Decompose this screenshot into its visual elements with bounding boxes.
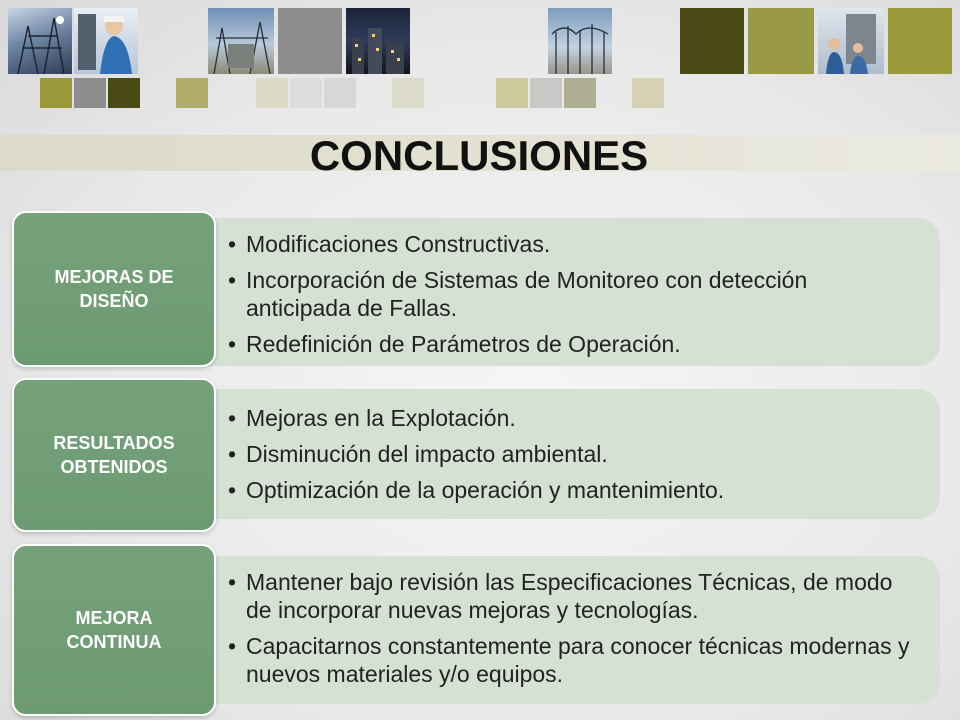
bullet-list-mejoras-diseno [228,230,918,366]
tile-small-olive [40,78,72,108]
list-item: • Mejoras en la Explotación. [228,404,918,432]
photo-substation-sky [8,8,72,74]
photo-switchyard [548,8,612,74]
tile-grey [278,8,342,74]
tile-olive-2 [888,8,952,74]
tile-small-pale-7 [564,78,596,108]
bullet-list-mejora-continua [228,568,918,696]
tile-small-pale-2 [290,78,322,108]
list-item: • Disminución del impacto ambiental. [228,440,918,468]
badge-resultados-obtenidos: RESULTADOS OBTENIDOS [12,378,216,532]
list-item: • Modificaciones Constructivas. [228,230,918,258]
tile-small-khaki [176,78,208,108]
tile-olive-1 [748,8,814,74]
badge-mejoras-diseno: MEJORAS DE DISEÑO [12,211,216,367]
photo-workers-plant [818,8,884,74]
photo-worker-blue [74,8,138,74]
tile-small-dark [108,78,140,108]
badge-mejora-continua: MEJORA CONTINUA [12,544,216,716]
photo-transformer-yard [208,8,274,74]
tile-small-pale-4 [392,78,424,108]
tile-dark-olive-1 [680,8,744,74]
list-item: • Redefinición de Parámetros de Operación. [228,330,918,358]
tile-small-pale-3 [324,78,356,108]
tile-small-pale-6 [530,78,562,108]
list-item: • Capacitarnos constantemente para conocer técnicas modernas y nuevos materiales y/o equipos. [228,632,918,688]
tile-small-grey [74,78,106,108]
list-item: • Optimización de la operación y mantenimiento. [228,476,918,504]
list-item: • Mantener bajo revisión las Especificaciones Técnicas, de modo de incorporar nuevas mejoras y tecnologías. [228,568,918,624]
photo-city-night [346,8,410,74]
list-item: • Incorporación de Sistemas de Monitoreo con detección anticipada de Fallas. [228,266,918,322]
bullet-list-resultados-obtenidos [228,404,918,512]
slide-title: CONCLUSIONES [309,132,649,179]
tile-small-pale-1 [256,78,288,108]
tile-small-pale-5 [496,78,528,108]
tile-small-pale-8 [632,78,664,108]
